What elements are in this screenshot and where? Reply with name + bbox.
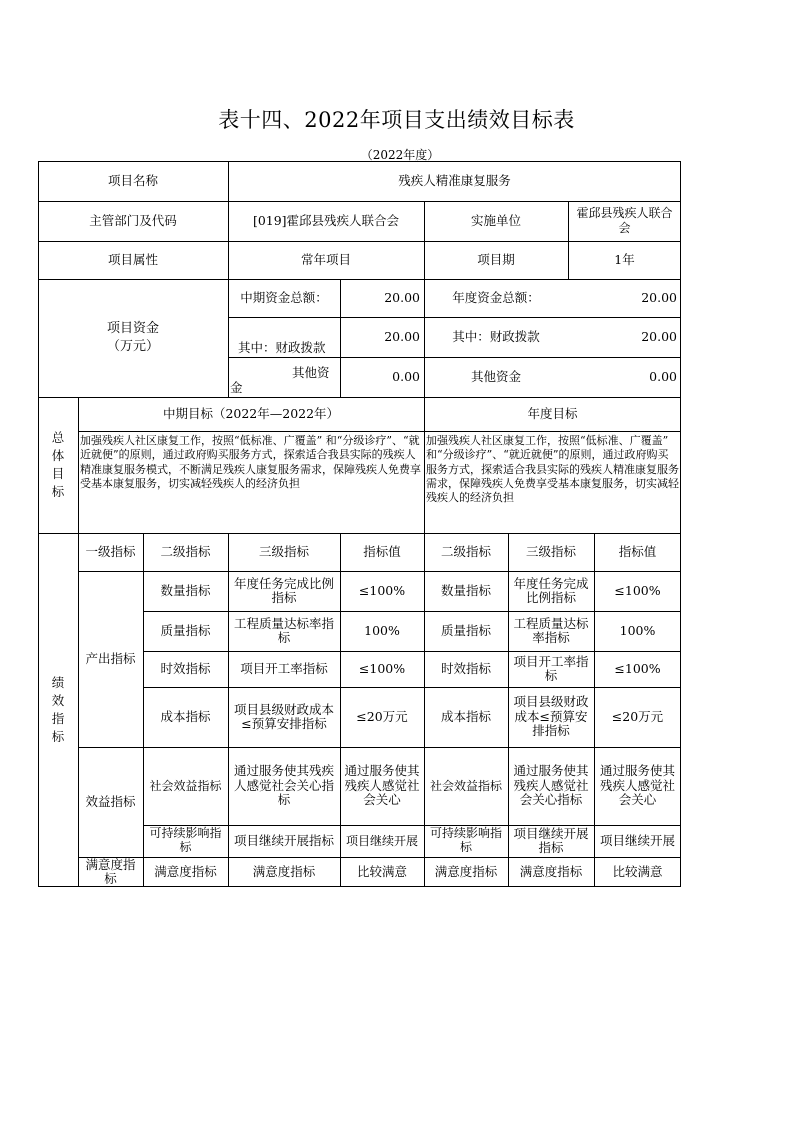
table-cell: 工程质量达标率指标 bbox=[233, 615, 334, 645]
mid-fiscal-label bbox=[228, 317, 340, 357]
benefit-label: 效益指标 bbox=[85, 794, 136, 810]
table-cell: 项目继续开展指标 bbox=[513, 825, 589, 855]
year-goal-text: 加强残疾人社区康复工作，按照“低标准、广覆盖” 和“分级诊疗”、“就近就便”的原则，通过政府购买服务方式，探索适合我县实际的残疾人精准康复服务需求，保障残疾人免费享受基本康复服务，切实减轻残疾人的经济负担 bbox=[426, 434, 679, 505]
header-level2-mid: 二级指标 bbox=[160, 544, 211, 560]
period-label: 项目期 bbox=[477, 252, 515, 268]
table-cell: 成本指标 bbox=[440, 709, 491, 725]
year-fiscal-label: 其中：财政拨款 bbox=[452, 329, 540, 345]
attr-value: 常年项目 bbox=[300, 252, 351, 268]
table-cell: 工程质量达标率指标 bbox=[513, 615, 589, 645]
year-other-label: 其他资金 bbox=[470, 369, 521, 385]
project-name-label: 项目名称 bbox=[107, 173, 158, 189]
project-name-value: 残疾人精准康复服务 bbox=[398, 173, 511, 189]
table-cell: 满意度指标 bbox=[519, 864, 583, 880]
table-cell: 比较满意 bbox=[612, 864, 663, 880]
mid-fiscal-label-text: 其中：财政拨款 bbox=[238, 339, 326, 355]
table-cell: 100% bbox=[619, 623, 656, 639]
page-title: 表十四、2022年项目支出绩效目标表 bbox=[218, 108, 575, 132]
table-row: 满意度指标 bbox=[154, 864, 217, 880]
table-row: 质量指标 bbox=[160, 623, 211, 639]
header-level3-mid: 三级指标 bbox=[258, 544, 309, 560]
year-label: （2022年度） bbox=[360, 148, 440, 162]
table-cell: 时效指标 bbox=[440, 661, 491, 677]
mid-other-label-text: 其他资金 bbox=[230, 365, 330, 395]
table-cell: 项目开工率指标 bbox=[240, 660, 328, 676]
table-row: 时效指标 bbox=[160, 661, 211, 677]
table-cell: 满意度指标 bbox=[252, 864, 316, 880]
goals-label: 总体目标 bbox=[51, 429, 65, 500]
impl-label: 实施单位 bbox=[470, 213, 521, 229]
year-total-label: 年度资金总额： bbox=[452, 290, 540, 306]
table-cell: 通过服务使其残疾人感觉社会关心 bbox=[599, 763, 675, 808]
header-level1: 一级指标 bbox=[85, 544, 136, 560]
funds-label bbox=[38, 279, 228, 397]
table-cell: 满意度指标 bbox=[434, 864, 498, 880]
year-total-value: 20.00 bbox=[641, 290, 677, 306]
output-label: 产出指标 bbox=[85, 651, 136, 667]
performance-table bbox=[38, 161, 681, 887]
period-value: 1年 bbox=[614, 252, 635, 268]
header-value-mid: 指标值 bbox=[363, 544, 401, 560]
header-level3-year: 三级指标 bbox=[525, 544, 576, 560]
table-cell: 项目继续开展 bbox=[345, 833, 418, 848]
table-cell: ≤100% bbox=[358, 661, 406, 677]
dept-value: [019]霍邱县残疾人联合会 bbox=[252, 213, 400, 229]
mid-other-value: 0.00 bbox=[392, 369, 420, 385]
table-row: 可持续影响指标 bbox=[149, 826, 222, 854]
table-cell: 通过服务使其残疾人感觉社会关心 bbox=[344, 763, 420, 808]
table-row: 社会效益指标 bbox=[149, 778, 222, 793]
table-cell: 可持续影响指标 bbox=[429, 826, 502, 854]
table-cell: ≤100% bbox=[614, 661, 661, 677]
mid-other-label bbox=[228, 357, 340, 397]
table-cell: ≤20万元 bbox=[611, 709, 664, 725]
table-cell: ≤100% bbox=[358, 583, 406, 599]
table-cell: 年度任务完成比例指标 bbox=[513, 575, 589, 605]
satisfaction-label: 满意度指标 bbox=[85, 857, 136, 886]
year-fiscal-value: 20.00 bbox=[641, 329, 677, 345]
funds-label-text: 项目资金 bbox=[106, 321, 159, 337]
table-cell: 通过服务使其残疾人感觉社会关心指标 bbox=[233, 763, 334, 808]
table-cell: 项目开工率指标 bbox=[513, 653, 589, 683]
header-value-year: 指标值 bbox=[618, 544, 657, 560]
impl-value: 霍邱县残疾人联合会 bbox=[576, 206, 673, 235]
table-cell: 社会效益指标 bbox=[429, 778, 502, 793]
table-cell: 项目继续开展 bbox=[599, 833, 675, 849]
perf-label: 绩效指标 bbox=[51, 674, 65, 745]
mid-total-value: 20.00 bbox=[384, 290, 420, 306]
table-cell: 数量指标 bbox=[440, 583, 491, 599]
mid-goal-header: 中期目标（2022年—2022年） bbox=[162, 406, 340, 422]
table-cell: 通过服务使其残疾人感觉社会关心指标 bbox=[513, 763, 589, 808]
mid-goal-text: 加强残疾人社区康复工作，按照“低标准、广覆盖” 和“分级诊疗”、“就近就便”的原则，通过政府购买服务方式，探索适合我县实际的残疾人精准康复服务模式，不断满足残疾人康复服务需求，保障残疾人免费享受基本康复服务，切实减轻残疾人的经济负担 bbox=[80, 434, 421, 490]
table-row: 成本指标 bbox=[160, 709, 211, 725]
year-other-value: 0.00 bbox=[649, 369, 677, 385]
dept-label: 主管部门及代码 bbox=[89, 213, 177, 229]
mid-fiscal-value: 20.00 bbox=[384, 329, 420, 345]
table-row: 数量指标 bbox=[160, 583, 211, 599]
mid-total-label: 中期资金总额： bbox=[240, 290, 328, 306]
table-cell: 质量指标 bbox=[440, 623, 491, 639]
table-cell: ≤20万元 bbox=[356, 709, 408, 725]
table-cell: 年度任务完成比例指标 bbox=[233, 575, 334, 605]
funds-unit: （万元） bbox=[106, 339, 159, 354]
table-cell: 100% bbox=[364, 623, 400, 639]
attr-label: 项目属性 bbox=[107, 252, 158, 268]
table-cell: 项目县级财政成本≤预算安排指标 bbox=[233, 701, 334, 731]
table-cell: ≤100% bbox=[614, 583, 661, 599]
year-goal-header: 年度目标 bbox=[527, 406, 578, 422]
table-cell: 比较满意 bbox=[356, 864, 407, 880]
header-level2-year: 二级指标 bbox=[440, 544, 491, 560]
table-cell: 项目继续开展指标 bbox=[233, 833, 334, 849]
table-cell: 项目县级财政成本≤预算安排指标 bbox=[513, 694, 589, 739]
